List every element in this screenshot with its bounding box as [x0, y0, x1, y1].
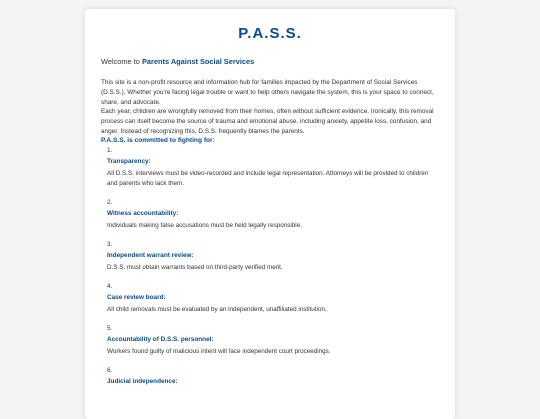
welcome-prefix: Welcome to: [101, 57, 142, 66]
item-heading: Witness accountability:: [107, 209, 179, 217]
item-number: 6.: [107, 366, 113, 374]
list-item: [101, 282, 439, 315]
list-item: [101, 146, 439, 189]
list-item: [101, 324, 439, 357]
item-number: 4.: [107, 282, 113, 290]
item-heading: Case review board:: [107, 293, 166, 301]
welcome-line: [101, 57, 439, 66]
commitments-heading: P.A.S.S. is committed to fighting for:: [101, 136, 215, 144]
item-heading: Accountability of D.S.S. personnel:: [107, 335, 214, 343]
list-item: [101, 240, 439, 273]
item-description: D.S.S. must obtain warrants based on third-party verified merit.: [107, 263, 283, 271]
intro-section: [101, 78, 439, 137]
page-title: P.A.S.S.: [238, 25, 302, 42]
main-card: [85, 9, 455, 419]
item-heading: Independent warrant review:: [107, 251, 194, 259]
organization-name: Parents Against Social Services: [141, 57, 255, 66]
item-number: 5.: [107, 324, 113, 332]
item-number: 2.: [107, 198, 113, 206]
intro-paragraph-1: This site is a non-profit resource and information hub for families impacted by the Department of Social Services (D.S.S.). Whether you're facing legal trouble or want to help others navigate the system, this is your space to connect, share, and advocate.: [101, 79, 434, 106]
list-item: [101, 198, 439, 231]
intro-paragraph-2: Each year, children are wrongfully removed from their homes, often without sufficient evidence. Ironically, this removal process can itself become the source of trauma and emotional abuse, including anxiety, appetite loss, confusion, and anger. Instead of recognizing this, D.S.S. frequently blames the parents.: [101, 108, 434, 135]
item-description: All child removals must be evaluated by an independent, unaffiliated institution.: [107, 305, 327, 313]
item-heading: Judicial independence:: [107, 377, 178, 385]
item-description: All D.S.S. interviews must be video-recorded and include legal representation. Attorneys will be provided to children and parents who lack them.: [107, 169, 429, 187]
item-description: Individuals making false accusations must be held legally responsible.: [107, 221, 302, 229]
commitments-list: [101, 146, 439, 386]
item-heading: Transparency:: [107, 157, 151, 165]
item-number: 3.: [107, 240, 113, 248]
item-number: 1.: [107, 146, 113, 154]
list-item: [101, 366, 439, 386]
item-description: Workers found guilty of malicious intent will face independent court proceedings.: [107, 347, 331, 355]
